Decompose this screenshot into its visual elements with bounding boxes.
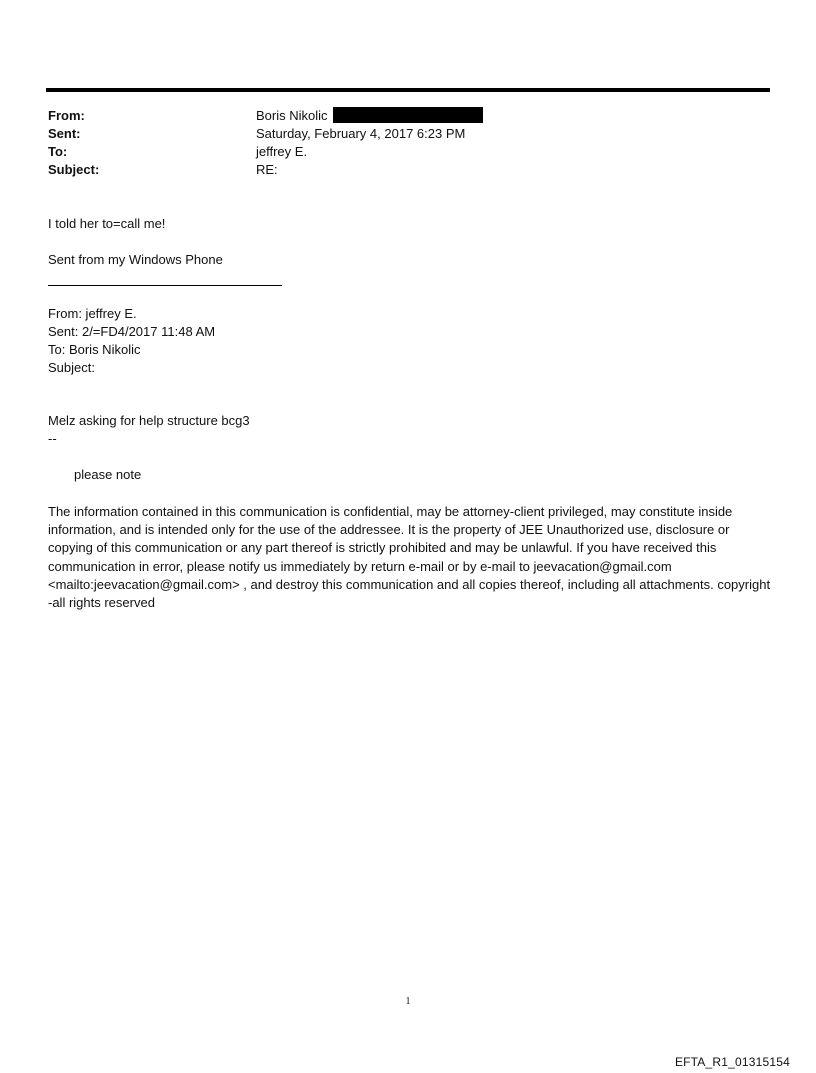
header-from-row	[48, 107, 748, 125]
page-number: 1	[405, 996, 411, 1007]
from-value	[256, 107, 483, 125]
from-name: Boris Nikolic	[256, 108, 328, 123]
signature-dashes: --	[48, 431, 57, 446]
subject-value: RE:	[256, 162, 278, 177]
please-note: please note	[74, 467, 142, 482]
to-label: To:	[48, 144, 68, 159]
header-subject-row	[48, 161, 748, 179]
document-id: EFTA_R1_01315154	[674, 1055, 790, 1069]
to-value: jeffrey E.	[256, 144, 308, 159]
sent-value: Saturday, February 4, 2017 6:23 PM	[256, 126, 466, 141]
from-label: From:	[48, 108, 85, 123]
quoted-subject: Subject:	[48, 360, 95, 375]
signature: Sent from my Windows Phone	[48, 252, 223, 267]
header-to-row	[48, 143, 748, 161]
quoted-sent: Sent: 2/=FD4/2017 11:48 AM	[48, 324, 216, 339]
subject-label: Subject:	[48, 162, 100, 177]
quoted-from: From: jeffrey E.	[48, 306, 137, 321]
sent-label: Sent:	[48, 126, 81, 141]
redaction-block	[333, 107, 483, 123]
confidentiality-disclaimer: The information contained in this communication is confidential, may be attorney-client privileged, may constitute inside information, and is intended only for the use of the addressee. It is the property of JEE Unauthorized use, disclosure or copying of this communication or any part thereof is strictly prohibited and may be unlawful. If you have received this communication in error, please notify us immediately by return e-mail or by e-mail to jeevacation@gmail.com <mailto:jeevacation@gmail.com> , and destroy this communication and all copies thereof, including all attachments. copyright -all rights reserved	[48, 504, 771, 611]
reply-text: I told her to=call me!	[48, 216, 166, 231]
header-sent-row	[48, 125, 748, 143]
header-top-rule	[46, 88, 770, 92]
quote-separator	[48, 285, 282, 286]
quoted-to: To: Boris Nikolic	[48, 342, 141, 357]
quoted-message: Melz asking for help structure bcg3	[48, 413, 250, 428]
